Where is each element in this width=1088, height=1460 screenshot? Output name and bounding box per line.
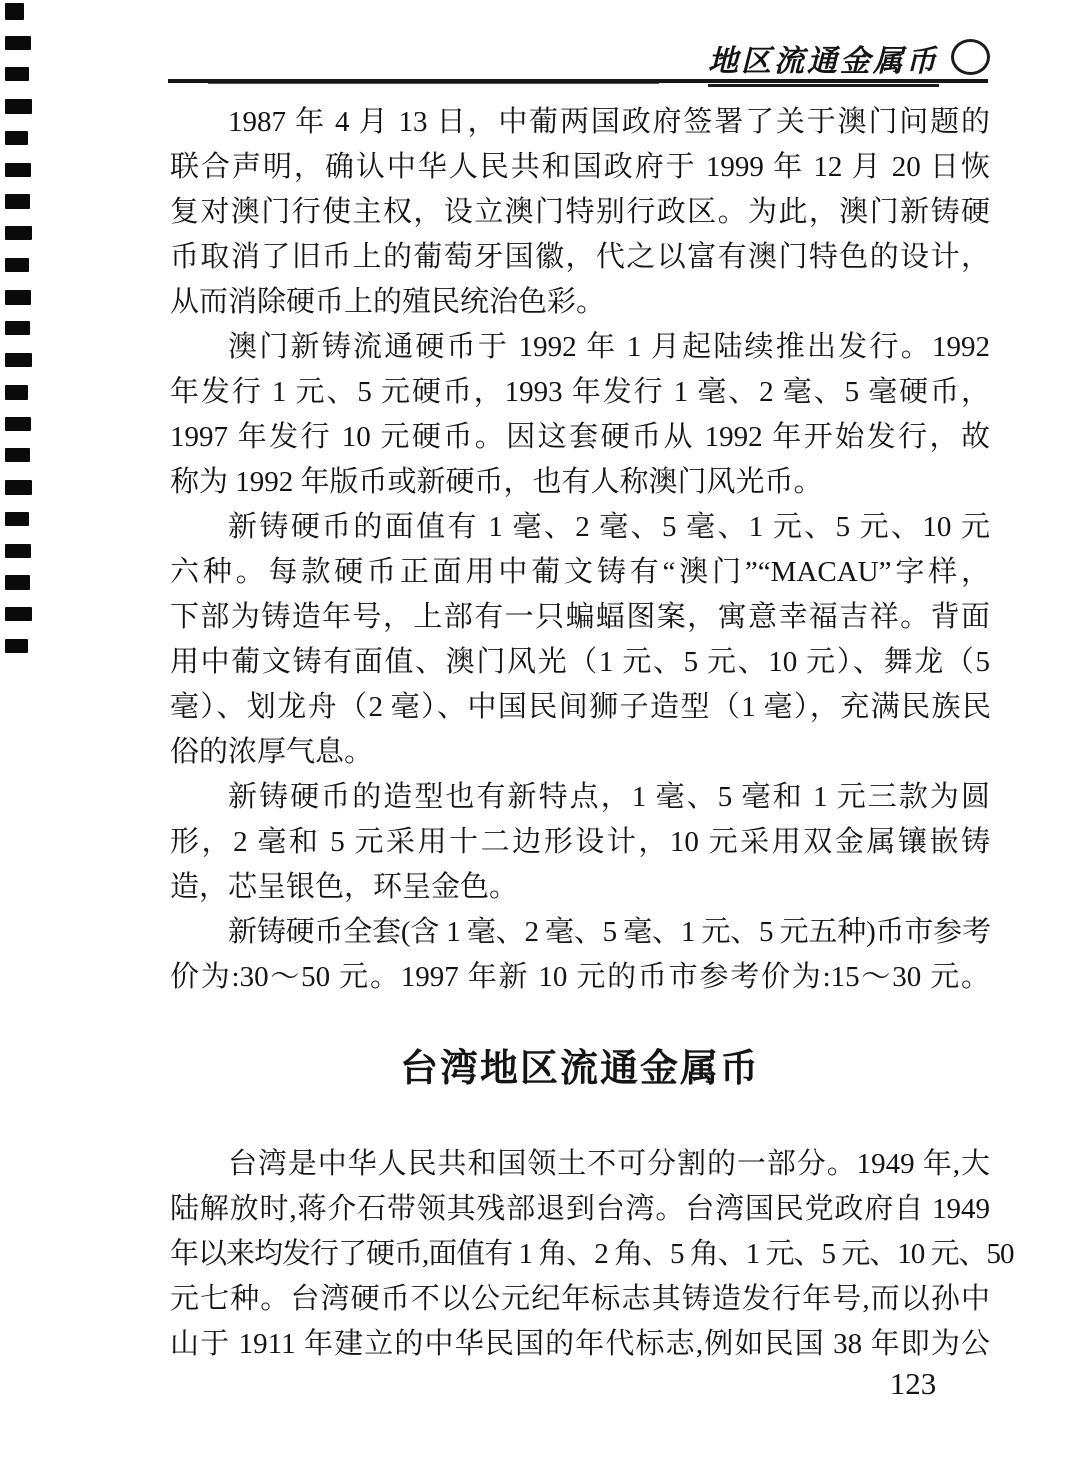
scan-artifact-strip — [0, 0, 40, 700]
scan-mark — [5, 353, 32, 367]
text-line: 新铸硬币的造型也有新特点，1 毫、5 毫和 1 元三款为圆 — [228, 781, 990, 813]
text-line: 1987 年 4 月 13 日，中葡两国政府签署了关于澳门问题的 — [228, 106, 990, 138]
text-line: 复对澳门行使主权，设立澳门特别行政区。为此，澳门新铸硬 — [170, 196, 990, 228]
scan-mark — [5, 480, 32, 495]
text-line: 联合声明，确认中华人民共和国政府于 1999 年 12 月 20 日恢 — [170, 151, 990, 183]
text-line: 俗的浓厚气息。 — [170, 736, 374, 768]
running-head-title: 地区流通金属币 — [708, 36, 939, 87]
scan-mark — [5, 639, 28, 653]
scan-mark — [5, 448, 30, 462]
text-line: 称为 1992 年版币或新硬币，也有人称澳门风光币。 — [170, 466, 823, 498]
page-number: 123 — [889, 1366, 937, 1401]
text-line: 毫）、划龙舟（2 毫）、中国民间狮子造型（1 毫），充满民族民 — [170, 691, 990, 723]
paragraph — [170, 775, 990, 910]
text-line: 元七种。台湾硬币不以公元纪年标志其铸造发行年号,而以孙中 — [170, 1283, 990, 1315]
text-line: 台湾是中华人民共和国领土不可分割的一部分。1949 年,大 — [228, 1148, 990, 1180]
scan-mark — [5, 512, 29, 526]
paragraph — [170, 100, 990, 325]
text-line: 形，2 毫和 5 元采用十二边形设计，10 元采用双金属镶嵌铸 — [170, 826, 990, 858]
text-line: 澳门新铸流通硬币于 1992 年 1 月起陆续推出发行。1992 — [228, 331, 990, 363]
scan-mark — [5, 417, 31, 431]
paragraph — [170, 505, 990, 775]
scan-mark — [5, 544, 31, 558]
header-rule — [168, 79, 988, 83]
scan-mark — [5, 258, 29, 272]
scan-mark — [5, 67, 29, 81]
text-line: 新铸硬币全套(含 1 毫、2 毫、5 毫、1 元、5 元五种)币市参考 — [228, 916, 990, 948]
text-line: 山于 1911 年建立的中华民国的年代标志,例如民国 38 年即为公 — [170, 1328, 990, 1360]
scan-mark — [5, 131, 28, 145]
scan-mark — [5, 36, 31, 50]
scan-mark — [5, 290, 31, 305]
scan-mark — [5, 385, 28, 400]
paragraph — [170, 1142, 1014, 1367]
paragraph — [170, 910, 990, 1000]
paragraph — [170, 325, 990, 505]
content-column — [170, 100, 1014, 1367]
text-line: 陆解放时,蒋介石带领其残部退到台湾。台湾国民党政府自 1949 — [170, 1193, 990, 1225]
text-line: 从而消除硬币上的殖民统治色彩。 — [170, 286, 606, 318]
text-line: 年发行 1 元、5 元硬币，1993 年发行 1 毫、2 毫、5 毫硬币， — [170, 376, 990, 408]
text-line: 年以来均发行了硬币,面值有 1 角、2 角、5 角、1 元、5 元、10 元、50 — [170, 1238, 1014, 1270]
text-line: 新铸硬币的面值有 1 毫、2 毫、5 毫、1 元、5 元、10 元 — [228, 511, 990, 543]
text-line: 价为:30～50 元。1997 年新 10 元的币市参考价为:15～30 元。 — [170, 961, 990, 993]
text-line: 1997 年发行 10 元硬币。因这套硬币从 1992 年开始发行，故 — [170, 421, 990, 453]
scan-mark — [5, 194, 30, 209]
text-line: 造，芯呈银色，环呈金色。 — [170, 871, 519, 903]
scan-mark — [5, 321, 30, 335]
scan-mark — [5, 226, 32, 240]
circle-icon — [951, 39, 990, 75]
scan-mark — [5, 575, 30, 590]
scan-mark — [5, 3, 24, 20]
text-line: 六种。每款硬币正面用中葡文铸有“澳门”“MACAU”字样， — [170, 556, 990, 588]
scan-mark — [5, 163, 31, 177]
text-line: 币取消了旧币上的葡萄牙国徽，代之以富有澳门特色的设计， — [170, 241, 990, 273]
section-heading: 台湾地区流通金属币 — [399, 1048, 760, 1090]
text-line: 下部为铸造年号，上部有一只蝙蝠图案，寓意幸福吉祥。背面 — [170, 601, 990, 633]
scan-mark — [5, 607, 32, 621]
scan-mark — [5, 99, 32, 114]
text-line: 用中葡文铸有面值、澳门风光（1 元、5 元、10 元）、舞龙（5 — [170, 646, 990, 678]
